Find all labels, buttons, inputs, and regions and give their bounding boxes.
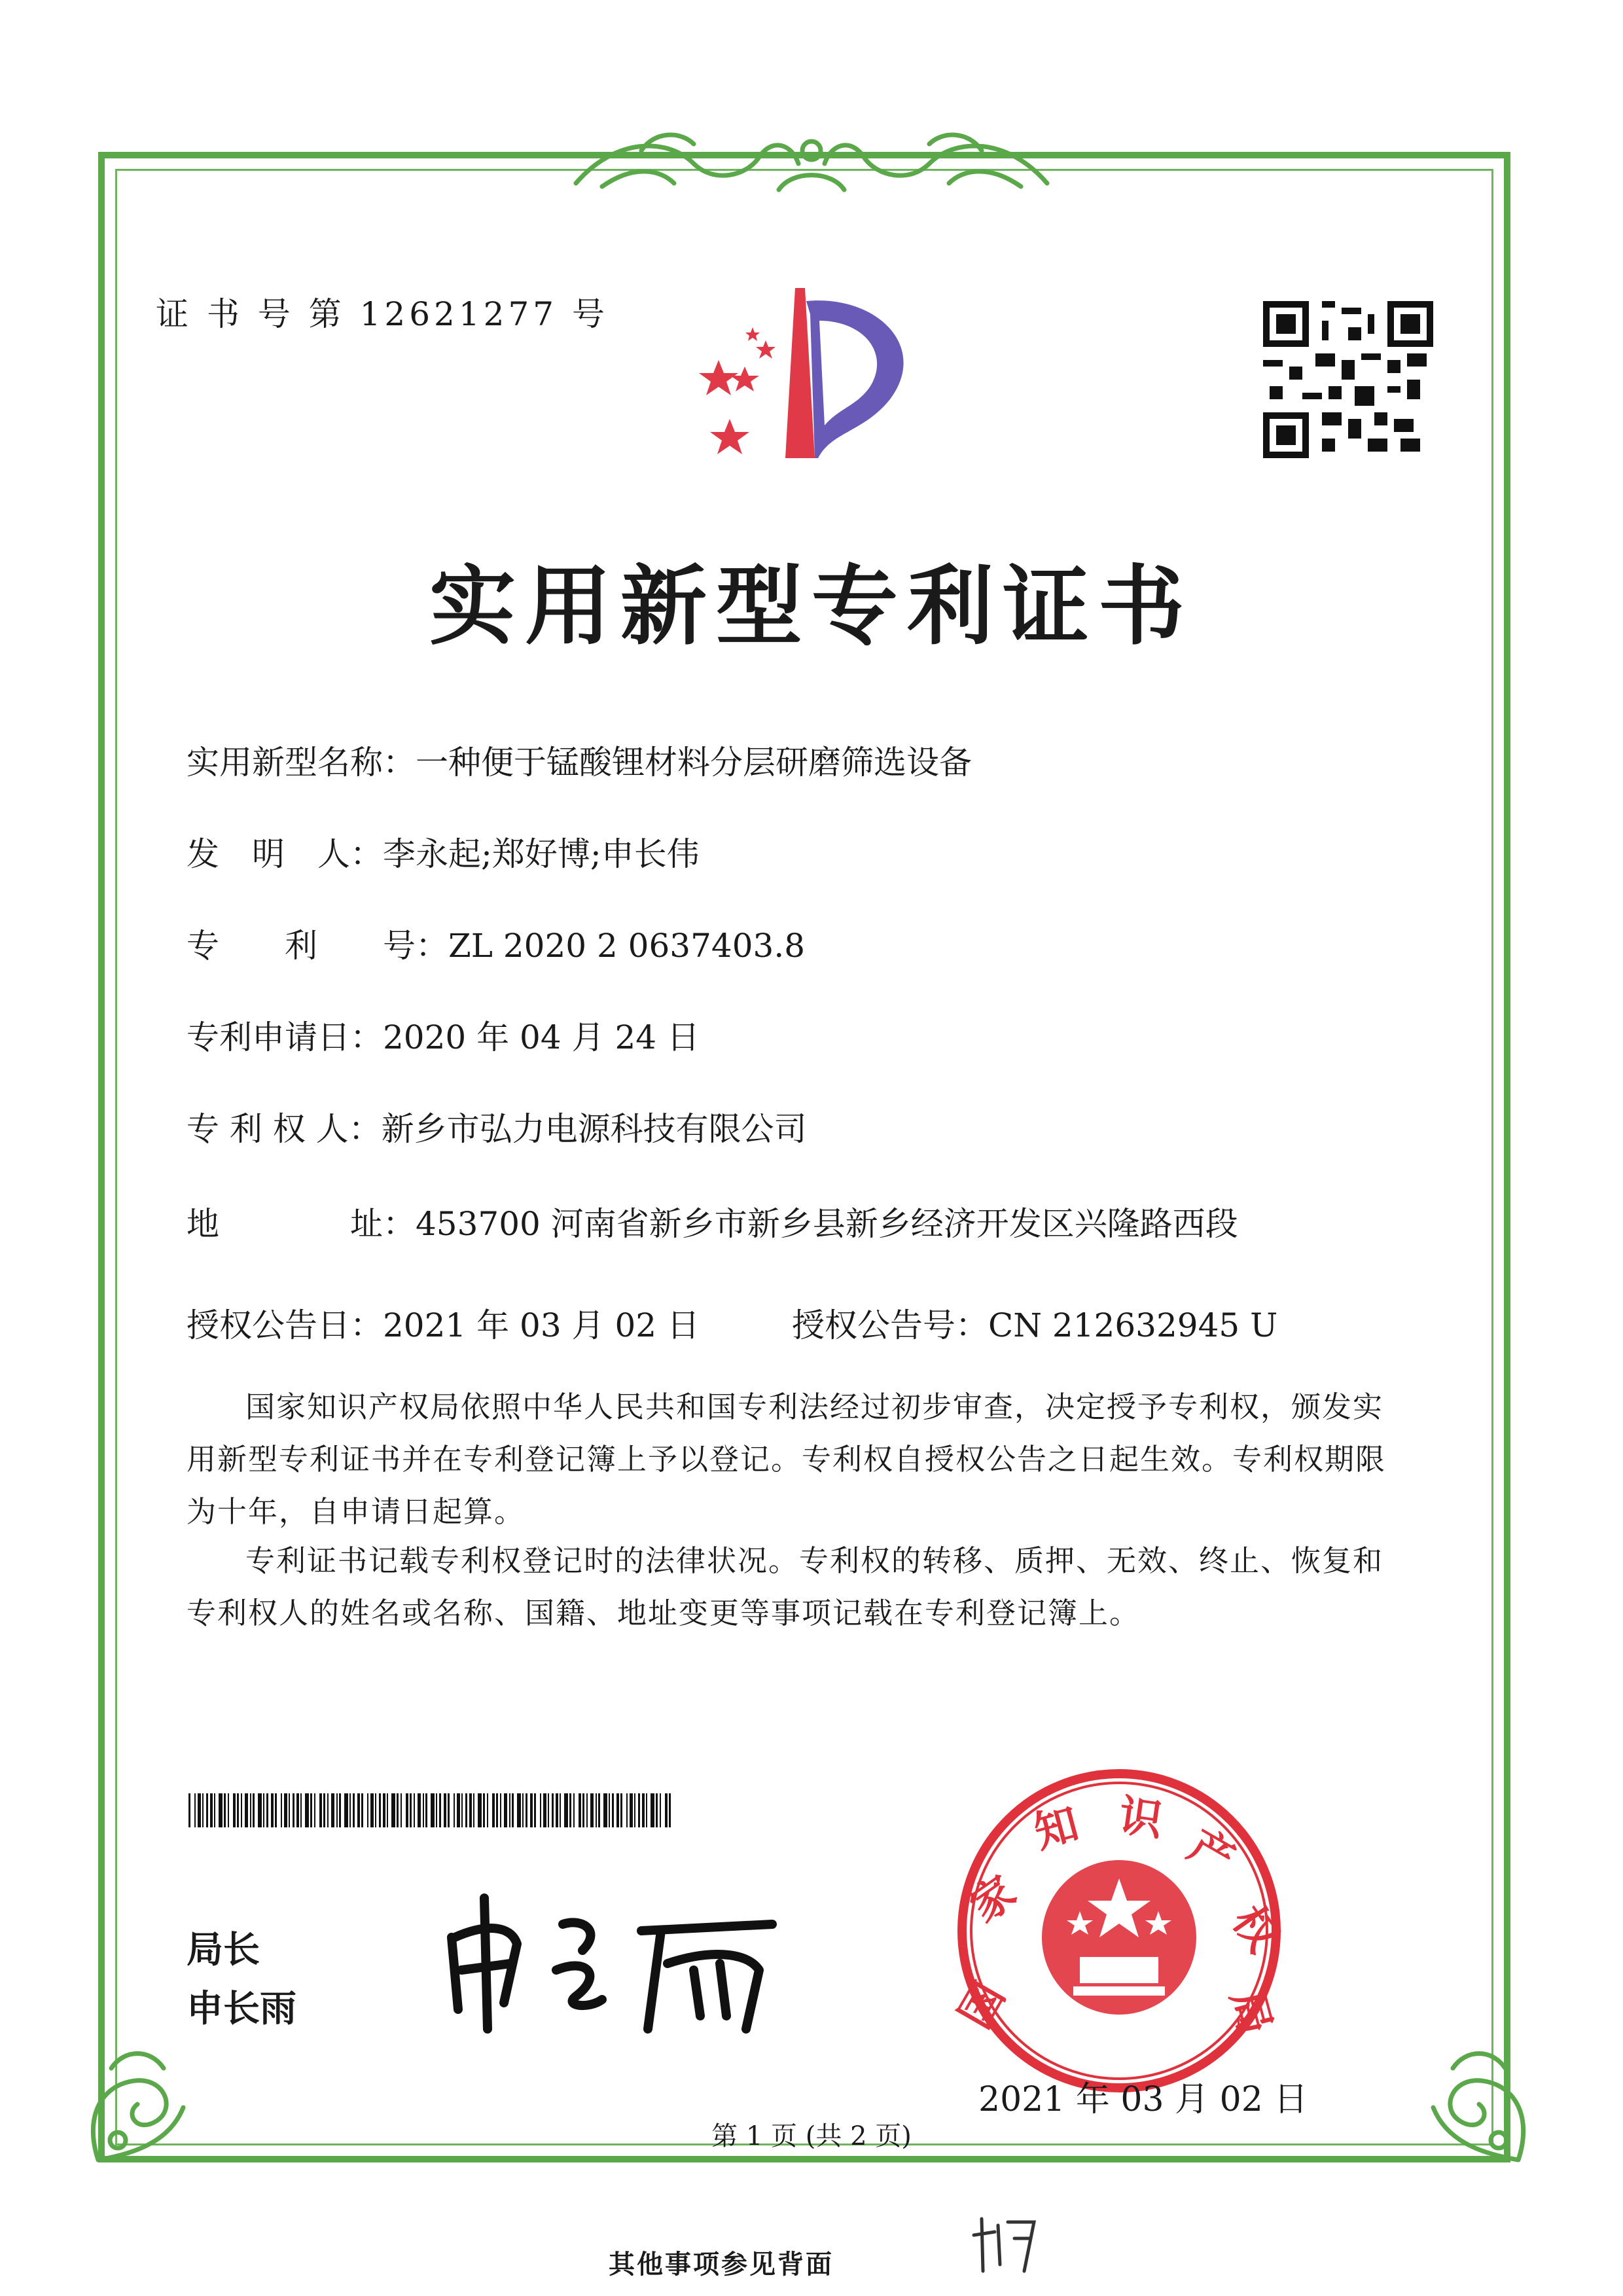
barcode-bar bbox=[630, 1793, 633, 1827]
svg-text:国: 国 bbox=[949, 1973, 1015, 2037]
certificate-number: 证 书 号 第 12621277 号 bbox=[156, 295, 609, 333]
barcode-bar bbox=[582, 1793, 584, 1827]
barcode-bar bbox=[556, 1793, 558, 1827]
field-label: 地 址： bbox=[187, 1205, 416, 1243]
barcode-bar bbox=[465, 1793, 467, 1827]
barcode-bar bbox=[530, 1793, 533, 1827]
barcode-bar bbox=[327, 1793, 329, 1827]
barcode-bar bbox=[323, 1793, 325, 1827]
barcode-bar bbox=[245, 1793, 248, 1827]
barcode-bar bbox=[552, 1793, 554, 1827]
barcode-bar bbox=[219, 1793, 223, 1827]
barcode-bar bbox=[522, 1793, 524, 1827]
barcode-bar bbox=[483, 1793, 485, 1827]
svg-text:知: 知 bbox=[1029, 1798, 1084, 1858]
barcode-bar bbox=[590, 1793, 594, 1827]
barcode-bar bbox=[423, 1793, 424, 1827]
top-ornament-icon bbox=[563, 124, 1060, 203]
barcode-bar bbox=[669, 1793, 671, 1827]
barcode-bar bbox=[560, 1793, 561, 1827]
field-value: 李永起;郑好博;申长伟 bbox=[383, 835, 700, 873]
field-value: 新乡市弘力电源科技有限公司 bbox=[381, 1110, 807, 1148]
barcode-bar bbox=[233, 1793, 236, 1827]
director-signature-icon bbox=[432, 1885, 798, 2036]
barcode-bar bbox=[370, 1793, 374, 1827]
body-paragraph: 国家知识产权局依照中华人民共和国专利法经过初步审查，决定授予专利权，颁发实用新型专利证书并在专利登记簿上予以登记。专利权自授权公告之日起生效。专利权期限为十年，自申请日起算。 bbox=[187, 1390, 1387, 1529]
barcode-bar bbox=[512, 1793, 514, 1827]
barcode-bar bbox=[202, 1793, 204, 1827]
barcode-bar bbox=[401, 1793, 402, 1827]
barcode-bar bbox=[534, 1793, 536, 1827]
field-value: 453700 河南省新乡市新乡县新乡经济开发区兴隆路西段 bbox=[416, 1205, 1238, 1243]
barcode-bar bbox=[634, 1793, 635, 1827]
barcode-bar bbox=[473, 1793, 474, 1827]
field-value: 2021 年 03 月 02 日 bbox=[383, 1306, 700, 1344]
handwritten-note-icon bbox=[969, 2206, 1047, 2278]
barcode-bar bbox=[198, 1793, 201, 1827]
barcode-bar bbox=[387, 1793, 388, 1827]
barcode-bar bbox=[444, 1793, 446, 1827]
barcode-bar bbox=[461, 1793, 463, 1827]
barcode-bar bbox=[367, 1793, 368, 1827]
official-seal-icon bbox=[949, 1761, 1289, 2101]
barcode-bar bbox=[454, 1793, 455, 1827]
barcode-bar bbox=[418, 1793, 421, 1827]
barcode-bar bbox=[504, 1793, 507, 1827]
barcode-bar bbox=[626, 1793, 628, 1827]
barcode-bar bbox=[496, 1793, 498, 1827]
svg-text:权: 权 bbox=[1222, 1896, 1289, 1962]
barcode-bar bbox=[603, 1793, 607, 1827]
barcode-bar bbox=[517, 1793, 521, 1827]
svg-text:家: 家 bbox=[960, 1866, 1026, 1933]
barcode-bar bbox=[646, 1793, 647, 1827]
field-value: CN 212632945 U bbox=[988, 1306, 1278, 1344]
barcode-bar bbox=[425, 1793, 427, 1827]
barcode-bar bbox=[598, 1793, 600, 1827]
barcode-bar bbox=[543, 1793, 546, 1827]
barcode-bar bbox=[569, 1793, 571, 1827]
qr-code-icon[interactable] bbox=[1263, 301, 1433, 458]
barcode-bar bbox=[293, 1793, 294, 1827]
barcode-bar bbox=[478, 1793, 482, 1827]
svg-text:产: 产 bbox=[1180, 1820, 1243, 1886]
barcode-bar bbox=[573, 1793, 575, 1827]
barcode-bar bbox=[266, 1793, 268, 1827]
barcode-bar bbox=[296, 1793, 299, 1827]
barcode-bar bbox=[339, 1793, 341, 1827]
footer-note: 其他事项参见背面 bbox=[609, 2250, 834, 2280]
barcode-bar bbox=[579, 1793, 581, 1827]
barcode-bar bbox=[331, 1793, 334, 1827]
field-utility-model-name bbox=[187, 736, 972, 783]
barcode-bar bbox=[353, 1793, 355, 1827]
barcode-bar bbox=[564, 1793, 568, 1827]
barcode-bar bbox=[271, 1793, 274, 1827]
field-label: 授权公告号： bbox=[792, 1306, 988, 1344]
barcode-bar bbox=[540, 1793, 541, 1827]
barcode-bar bbox=[300, 1793, 302, 1827]
barcode-bar bbox=[224, 1793, 226, 1827]
field-grant-number bbox=[792, 1299, 1277, 1346]
field-value: 2020 年 04 月 24 日 bbox=[383, 1018, 700, 1056]
barcode-bar bbox=[436, 1793, 437, 1827]
barcode-bar bbox=[397, 1793, 399, 1827]
barcode-bar bbox=[596, 1793, 597, 1827]
barcode-bar bbox=[379, 1793, 381, 1827]
field-label: 专 利 号： bbox=[187, 927, 448, 965]
barcode-bar bbox=[314, 1793, 315, 1827]
field-value: ZL 2020 2 0637403.8 bbox=[448, 927, 806, 965]
field-filing-date bbox=[187, 1011, 700, 1058]
barcode-bar bbox=[250, 1793, 251, 1827]
barcode-bar bbox=[284, 1793, 287, 1827]
body-paragraph: 专利证书记载专利权登记时的法律状况。专利权的转移、质押、无效、终止、恢复和专利权人的姓名或名称、国籍、地址变更等事项记载在专利登记簿上。 bbox=[187, 1543, 1384, 1630]
barcode-bar bbox=[275, 1793, 277, 1827]
barcode-bar bbox=[448, 1793, 450, 1827]
barcode-bar bbox=[526, 1793, 527, 1827]
barcode-bar bbox=[431, 1793, 435, 1827]
barcode-bar bbox=[361, 1793, 363, 1827]
barcode-bar bbox=[638, 1793, 640, 1827]
field-label: 发 明 人： bbox=[187, 835, 383, 873]
barcode-bar bbox=[188, 1793, 190, 1827]
barcode-bar bbox=[457, 1793, 460, 1827]
barcode-bar bbox=[612, 1793, 614, 1827]
barcode-bar bbox=[492, 1793, 495, 1827]
svg-text:局: 局 bbox=[1221, 1984, 1281, 2040]
director-name: 申长雨 bbox=[187, 1988, 296, 2030]
svg-text:识: 识 bbox=[1116, 1790, 1166, 1846]
barcode-bar bbox=[487, 1793, 488, 1827]
barcode-bar bbox=[305, 1793, 309, 1827]
barcode-bar bbox=[660, 1793, 661, 1827]
director-title: 局长 bbox=[187, 1929, 260, 1971]
barcode-bar bbox=[651, 1793, 654, 1827]
field-label: 授权公告日： bbox=[187, 1306, 383, 1344]
barcode-bar bbox=[241, 1793, 242, 1827]
certificate-title: 实用新型专利证书 bbox=[429, 556, 1194, 657]
page-number: 第 1 页 (共 2 页) bbox=[711, 2121, 912, 2151]
barcode-bar bbox=[656, 1793, 658, 1827]
barcode-bar bbox=[509, 1793, 510, 1827]
barcode-bar bbox=[665, 1793, 668, 1827]
barcode-bar bbox=[194, 1793, 196, 1827]
barcode-bar bbox=[228, 1793, 229, 1827]
barcode-bar bbox=[206, 1793, 208, 1827]
barcode-bar bbox=[237, 1793, 239, 1827]
barcode-bar bbox=[586, 1793, 588, 1827]
barcode-bar bbox=[383, 1793, 385, 1827]
barcode-bar bbox=[349, 1793, 351, 1827]
barcode-bar bbox=[263, 1793, 264, 1827]
field-inventor bbox=[187, 828, 700, 875]
barcode-bar bbox=[375, 1793, 376, 1827]
patent-office-logo-icon bbox=[668, 275, 942, 471]
barcode-bar bbox=[548, 1793, 549, 1827]
field-value: 一种便于锰酸锂材料分层研磨筛选设备 bbox=[416, 744, 972, 781]
seal-date: 2021 年 03 月 02 日 bbox=[978, 2080, 1308, 2119]
field-label: 专利申请日： bbox=[187, 1018, 383, 1056]
barcode-bar bbox=[289, 1793, 290, 1827]
barcode-bar bbox=[210, 1793, 213, 1827]
field-address bbox=[187, 1198, 1238, 1245]
barcode-bar bbox=[609, 1793, 610, 1827]
barcode-icon bbox=[188, 1793, 686, 1827]
barcode-bar bbox=[406, 1793, 408, 1827]
barcode-bar bbox=[642, 1793, 645, 1827]
barcode-bar bbox=[357, 1793, 360, 1827]
barcode-bar bbox=[310, 1793, 312, 1827]
barcode-bar bbox=[469, 1793, 472, 1827]
barcode-bar bbox=[620, 1793, 622, 1827]
barcode-bar bbox=[319, 1793, 322, 1827]
field-label: 实用新型名称： bbox=[187, 744, 416, 781]
barcode-bar bbox=[344, 1793, 348, 1827]
barcode-bar bbox=[214, 1793, 215, 1827]
barcode-bar bbox=[439, 1793, 441, 1827]
barcode-bar bbox=[500, 1793, 501, 1827]
field-patent-number bbox=[187, 920, 805, 967]
barcode-bar bbox=[253, 1793, 255, 1827]
barcode-bar bbox=[410, 1793, 412, 1827]
field-grant-date bbox=[187, 1299, 700, 1346]
barcode-bar bbox=[616, 1793, 619, 1827]
barcode-bar bbox=[391, 1793, 395, 1827]
barcode-bar bbox=[281, 1793, 282, 1827]
field-patentee bbox=[187, 1103, 807, 1150]
field-label: 专 利 权 人： bbox=[187, 1110, 382, 1148]
barcode-bar bbox=[414, 1793, 415, 1827]
barcode-bar bbox=[336, 1793, 338, 1827]
barcode-bar bbox=[258, 1793, 262, 1827]
